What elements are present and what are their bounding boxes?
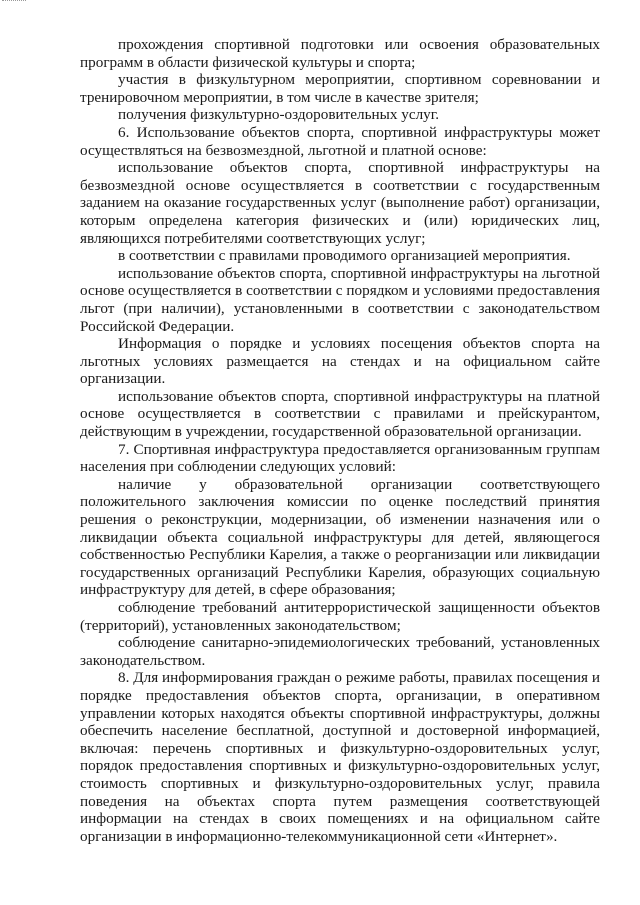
paragraph-sanitary-requirements: соблюдение санитарно-эпидемиологических требований, установленных законодательством. [80,634,600,669]
scan-corner-mark [2,0,26,5]
paragraph-preferential-use: использование объектов спорта, спортивной инфраструктуры на льготной основе осуществляется в соответствии с порядком и условиями предоставления льгот (при наличии), установленными в соответствии с законодательством Российской Федерации. [80,264,600,335]
paragraph-fitness-services: получения физкультурно-оздоровительных услуг. [118,106,440,124]
paragraph-event-rules: в соответствии с правилами проводимого организацией мероприятия. [118,247,571,265]
section-7-heading-paragraph: 7. Спортивная инфраструктура предоставляется организованным группам населения при соблюдении следующих условий: [80,440,600,476]
paragraph-training-programs: прохождения спортивной подготовки или освоения образовательных программ в области физической культуры и спорта; [80,36,600,71]
section-8-paragraph: 8. Для информирования граждан о режиме работы, правилах посещения и порядке предоставления объектов спорта, организации, в оперативном управлении которых находятся объекты спортивной инфраструктуры, должны обеспечить население бесплатной, доступной и достоверной информацией, включая: перечень спортивных и физкультурно-оздоровительных услуг, порядок предоставления спортивных и физкультурно-оздоровительных услуг, стоимость спортивных и физкультурно-оздоровительных услуг, правила поведения на объектах спорта путем размещения соответствующей информации на стендах в своих помещениях и на официальном сайте организации в информационно-телекоммуникационной сети «Интернет». [80,669,600,845]
paragraph-paid-use: использование объектов спорта, спортивной инфраструктуры на платной основе осуществляется в соответствии с правилами и прейскурантом, действующим в учреждении, государственной образовательной организации. [80,387,600,441]
section-6-heading-paragraph: 6. Использование объектов спорта, спортивной инфраструктуры может осуществляться на безвозмездной, льготной и платной основе: [80,123,600,159]
paragraph-preferential-info: Информация о порядке и условиях посещения объектов спорта на льготных условиях размещается на стендах и на официальном сайте организации. [80,335,600,388]
paragraph-event-participation: участия в физкультурном мероприятии, спортивном соревновании и тренировочном мероприятии, в том числе в качестве зрителя; [80,71,600,106]
paragraph-antiterror-requirements: соблюдение требований антитеррористической защищенности объектов (территорий), установленных законодательством; [80,599,600,634]
paragraph-free-use: использование объектов спорта, спортивной инфраструктуры на безвозмездной основе осуществляется в соответствии с государственным заданием на оказание государственных услуг (выполнение работ) организации, которым определена категория физических и (или) юридических лиц, являющихся потребителями соответствующих услуг; [80,159,600,247]
document-page [80,36,600,845]
paragraph-commission-conclusion: наличие у образовательной организации соответствующего положительного заключения комиссии по оценке последствий принятия решения о реконструкции, модернизации, об изменении назначения или о ликвидации объекта социальной инфраструктуры для детей, являющегося собственностью Республики Карелия, а также о реорганизации или ликвидации государственных организаций Республики Карелия, образующих социальную инфраструктуру для детей, в сфере образования; [80,475,600,599]
